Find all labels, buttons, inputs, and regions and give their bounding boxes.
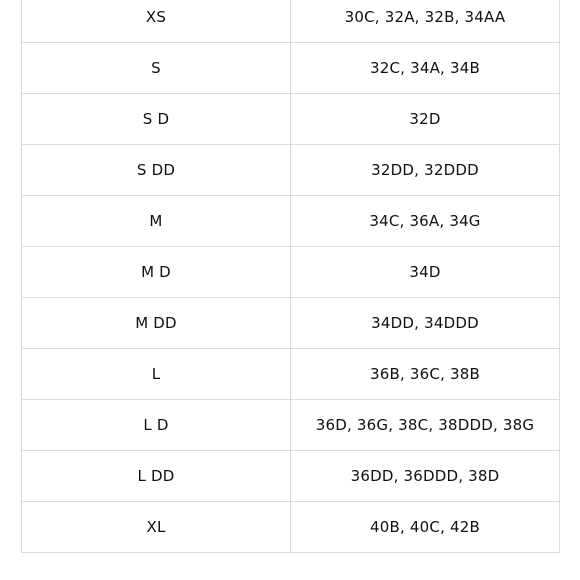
size-table <box>21 0 560 553</box>
size-cell: L DD <box>22 451 291 502</box>
bra-sizes-cell: 32C, 34A, 34B <box>291 43 560 94</box>
table-row <box>22 94 560 145</box>
size-cell: M DD <box>22 298 291 349</box>
size-cell: M <box>22 196 291 247</box>
bra-sizes-cell: 36B, 36C, 38B <box>291 349 560 400</box>
bra-sizes-cell: 34DD, 34DDD <box>291 298 560 349</box>
bra-sizes-cell: 32D <box>291 94 560 145</box>
size-chart <box>21 0 559 553</box>
bra-sizes-cell: 36D, 36G, 38C, 38DDD, 38G <box>291 400 560 451</box>
table-row <box>22 0 560 43</box>
table-row <box>22 298 560 349</box>
bra-sizes-cell: 34C, 36A, 34G <box>291 196 560 247</box>
size-cell: S <box>22 43 291 94</box>
table-row <box>22 247 560 298</box>
table-row <box>22 349 560 400</box>
size-cell: M D <box>22 247 291 298</box>
table-row <box>22 145 560 196</box>
bra-sizes-cell: 36DD, 36DDD, 38D <box>291 451 560 502</box>
bra-sizes-cell: 34D <box>291 247 560 298</box>
bra-sizes-cell: 30C, 32A, 32B, 34AA <box>291 0 560 43</box>
table-row <box>22 451 560 502</box>
table-row <box>22 502 560 553</box>
size-cell: L <box>22 349 291 400</box>
bra-sizes-cell: 32DD, 32DDD <box>291 145 560 196</box>
size-cell: XL <box>22 502 291 553</box>
bra-sizes-cell: 40B, 40C, 42B <box>291 502 560 553</box>
size-cell: S D <box>22 94 291 145</box>
size-cell: XS <box>22 0 291 43</box>
size-cell: L D <box>22 400 291 451</box>
table-row <box>22 400 560 451</box>
table-row <box>22 196 560 247</box>
size-cell: S DD <box>22 145 291 196</box>
table-row <box>22 43 560 94</box>
